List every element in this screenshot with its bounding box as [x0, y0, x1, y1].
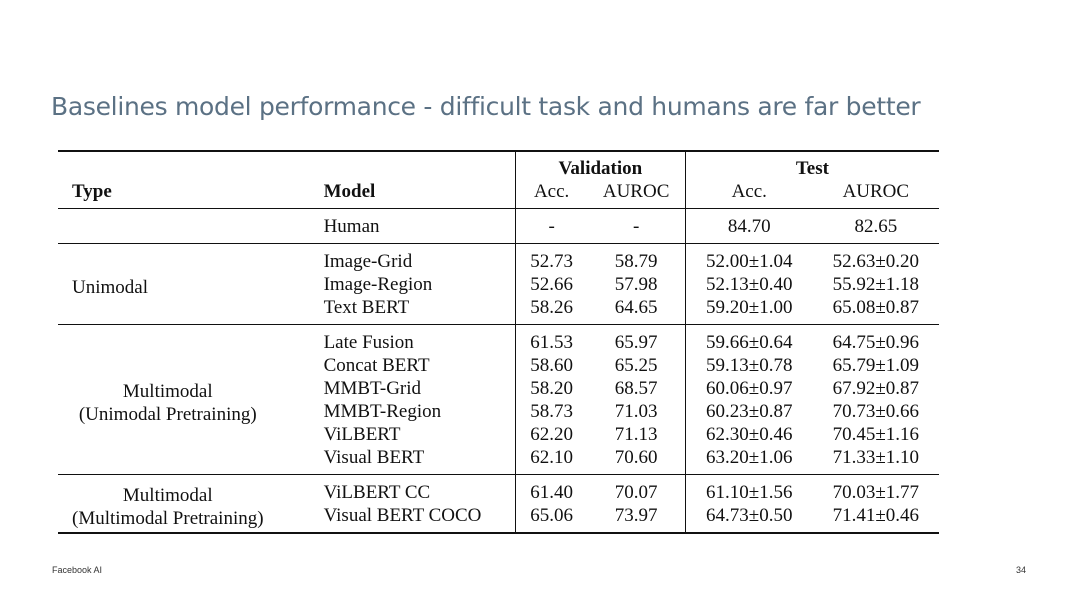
test-acc-cell: 59.66±0.64	[685, 325, 812, 355]
validation-group-header: Validation	[515, 152, 685, 180]
test-auroc-cell: 70.03±1.77	[813, 475, 939, 505]
model-column-header: Model	[324, 180, 516, 209]
test-group-header: Test	[685, 152, 939, 180]
group-type-label	[58, 244, 324, 325]
validation-acc-cell: -	[515, 209, 587, 244]
model-cell: Text BERT	[323, 297, 410, 318]
test-auroc-cell: 70.45±1.16	[832, 424, 920, 445]
validation-acc-cell: 58.26	[515, 296, 587, 325]
test-acc-cell: 61.10±1.56	[685, 475, 812, 505]
test-acc-cell: 63.20±1.06	[685, 446, 812, 475]
validation-auroc-cell: 70.60	[614, 447, 658, 468]
group-type-line: (Multimodal Pretraining)	[72, 507, 264, 529]
test-auroc-cell: 71.33±1.10	[832, 447, 920, 468]
test-acc-cell: 84.70	[685, 209, 812, 244]
model-cell: Image-Grid	[324, 244, 516, 274]
validation-auroc-cell: 65.97	[587, 325, 685, 355]
model-cell: Visual BERT COCO	[323, 505, 482, 526]
group-type-line: Unimodal	[72, 276, 148, 298]
table-row	[58, 325, 939, 355]
test-auroc-header: AUROC	[813, 180, 939, 209]
validation-auroc-cell: 65.25	[614, 355, 658, 376]
test-acc-cell: 60.06±0.97	[685, 377, 812, 400]
validation-auroc-cell: 64.65	[614, 297, 658, 318]
validation-acc-cell: 62.10	[515, 446, 587, 475]
validation-auroc-cell: 57.98	[614, 274, 658, 295]
validation-auroc-cell: 71.13	[614, 424, 658, 445]
group-type-label	[58, 325, 324, 475]
model-cell: ViLBERT CC	[324, 475, 516, 505]
footer-brand: Facebook AI	[52, 565, 103, 575]
test-acc-header: Acc.	[685, 180, 812, 209]
table-row	[58, 209, 939, 244]
validation-acc-cell: 62.20	[515, 423, 587, 446]
slide-title: Baselines model performance - difficult task and humans are far better	[51, 92, 921, 121]
test-auroc-cell: 65.79±1.09	[832, 355, 920, 376]
page-number: 34	[1016, 565, 1027, 575]
group-type-line: (Unimodal Pretraining)	[78, 403, 257, 425]
validation-acc-cell: 58.20	[515, 377, 587, 400]
validation-auroc-header: AUROC	[587, 180, 685, 209]
test-auroc-cell: 64.75±0.96	[813, 325, 939, 355]
validation-acc-cell: 58.73	[515, 400, 587, 423]
test-acc-cell: 52.00±1.04	[685, 244, 812, 274]
model-cell: Concat BERT	[323, 355, 430, 376]
test-acc-cell: 59.20±1.00	[685, 296, 812, 325]
test-acc-cell: 60.23±0.87	[685, 400, 812, 423]
test-auroc-cell: 55.92±1.18	[832, 274, 920, 295]
validation-auroc-cell: 73.97	[614, 505, 658, 526]
test-auroc-cell: 71.41±0.46	[832, 505, 920, 526]
table-row	[58, 475, 939, 505]
model-cell: MMBT-Grid	[323, 378, 422, 399]
validation-acc-cell: 52.73	[515, 244, 587, 274]
test-auroc-cell: 67.92±0.87	[832, 378, 920, 399]
test-acc-cell: 59.13±0.78	[685, 354, 812, 377]
test-auroc-cell: 52.63±0.20	[813, 244, 939, 274]
validation-auroc-cell: 71.03	[614, 401, 658, 422]
validation-auroc-cell: 68.57	[614, 378, 658, 399]
validation-acc-cell: 65.06	[515, 504, 587, 532]
test-acc-cell: 64.73±0.50	[685, 504, 812, 532]
model-cell: Image-Region	[323, 274, 433, 295]
test-auroc-cell: 65.08±0.87	[832, 297, 920, 318]
test-acc-cell: 52.13±0.40	[685, 273, 812, 296]
model-cell: Late Fusion	[324, 325, 516, 355]
validation-acc-cell: 61.53	[515, 325, 587, 355]
validation-acc-cell: 61.40	[515, 475, 587, 505]
model-cell: Human	[323, 216, 380, 237]
model-cell: ViLBERT	[323, 424, 401, 445]
validation-auroc-cell: 58.79	[587, 244, 685, 274]
validation-auroc-cell: 70.07	[587, 475, 685, 505]
test-acc-cell: 62.30±0.46	[685, 423, 812, 446]
results-table	[58, 150, 939, 534]
model-cell: MMBT-Region	[323, 401, 442, 422]
group-type-line: Multimodal	[122, 484, 213, 506]
model-cell: Visual BERT	[323, 447, 425, 468]
test-auroc-cell: 82.65	[854, 216, 898, 237]
validation-acc-header: Acc.	[515, 180, 587, 209]
group-type-line: Multimodal	[122, 380, 213, 402]
validation-acc-cell: 58.60	[515, 354, 587, 377]
table-row	[58, 244, 939, 274]
group-type-label	[58, 475, 324, 533]
test-auroc-cell: 70.73±0.66	[832, 401, 920, 422]
validation-auroc-cell: -	[632, 216, 640, 237]
type-column-header: Type	[58, 180, 324, 209]
group-type-label	[58, 209, 324, 244]
validation-acc-cell: 52.66	[515, 273, 587, 296]
